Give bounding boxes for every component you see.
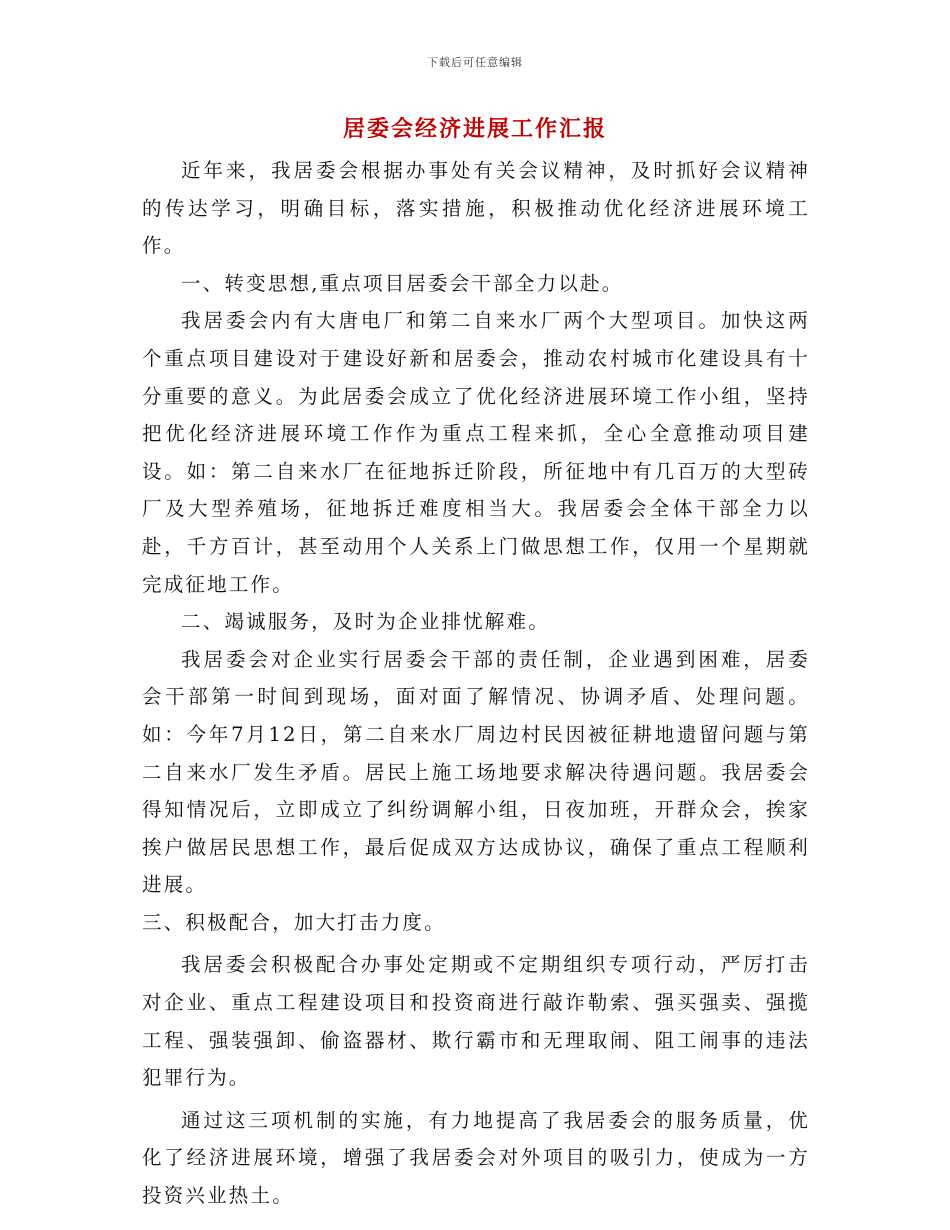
paragraph-intro: 近年来，我居委会根据办事处有关会议精神，及时抓好会议精神的传达学习，明确目标，落实措施，积极推动优化经济进展环境工作。 (142, 159, 810, 258)
document-body (142, 152, 810, 1215)
paragraph-section-2: 我居委会对企业实行居委会干部的责任制，企业遇到困难，居委会干部第一时间到现场，面对面了解情况、协调矛盾、处理问题。如：今年7月12日，第二自来水厂周边村民因被征耕地遗留问题与第二自来水厂发生矛盾。居民上施工场地要求解决待遇问题。我居委会得知情况后，立即成立了纠纷调解小组，日夜加班，开群众会，挨家挨户做居民思想工作，最后促成双方达成协议，确保了重点工程顺利进展。 (142, 647, 810, 897)
paragraph-section-3: 我居委会积极配合办事处定期或不定期组织专项行动，严厉打击对企业、重点工程建设项目和投资商进行敲诈勒索、强买强卖、强揽工程、强装强卸、偷盗器材、欺行霸市和无理取闹、阻工闹事的违法犯罪行为。 (142, 953, 810, 1090)
section-heading-1: 一、转变思想,重点项目居委会干部全力以赴。 (181, 271, 624, 295)
section-heading-3: 三、积极配合，加大打击力度。 (142, 910, 446, 934)
section-heading-2: 二、竭诚服务，及时为企业排忧解难。 (181, 610, 550, 634)
header-note: 下载后可任意编辑 (427, 56, 523, 69)
paragraph-conclusion: 通过这三项机制的实施，有力地提高了我居委会的服务质量，优化了经济进展环境，增强了我居委会对外项目的吸引力，使成为一方投资兴业热土。 (142, 1108, 810, 1208)
document-title: 居委会经济进展工作汇报 (342, 116, 607, 142)
paragraph-section-1: 我居委会内有大唐电厂和第二自来水厂两个大型项目。加快这两个重点项目建设对于建设好新和居委会，推动农村城市化建设具有十分重要的意义。为此居委会成立了优化经济进展环境工作小组，坚持把优化经济进展环境工作作为重点工程来抓，全心全意推动项目建设。如：第二自来水厂在征地拆迁阶段，所征地中有几百万的大型砖厂及大型养殖场，征地拆迁难度相当大。我居委会全体干部全力以赴，千方百计，甚至动用个人关系上门做思想工作，仅用一个星期就完成征地工作。 (142, 309, 810, 596)
